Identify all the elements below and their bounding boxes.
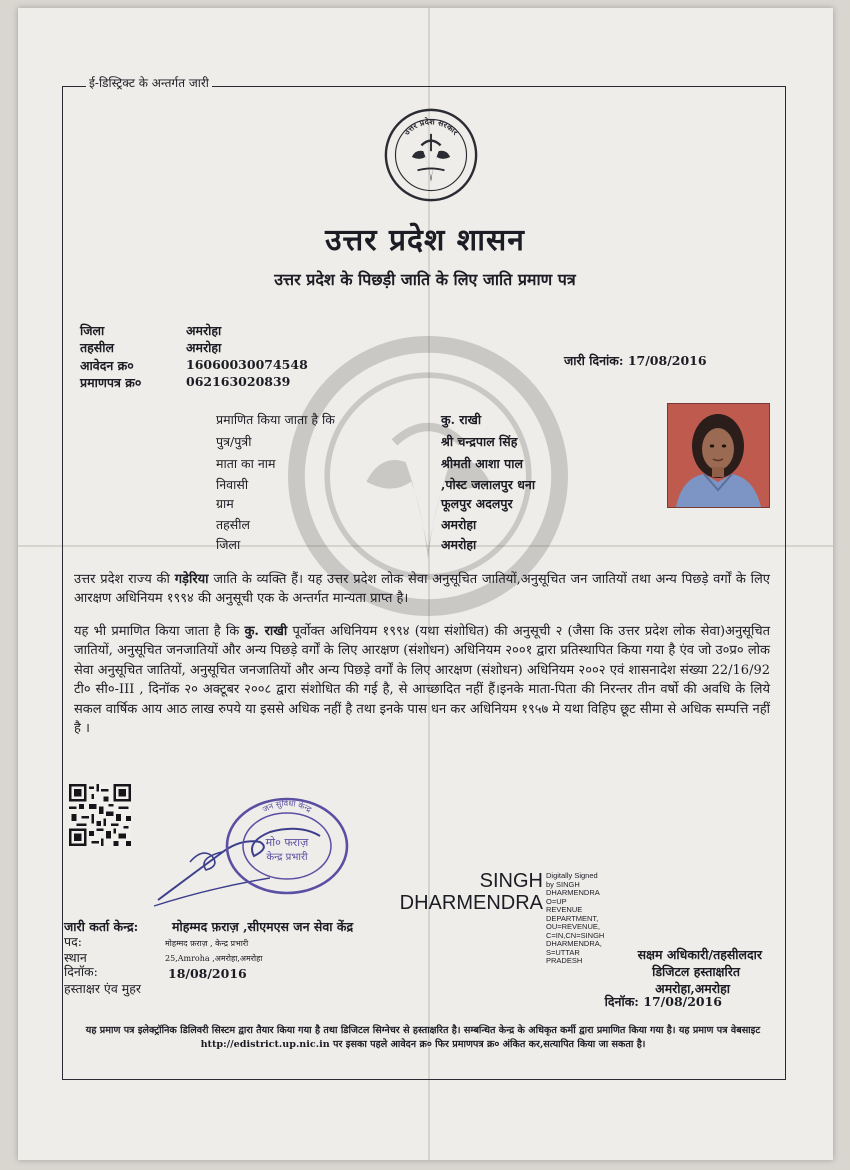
authority-date bbox=[560, 993, 722, 1010]
ds-line: DHARMENDRA, bbox=[546, 939, 602, 948]
issue-date-value: 17/08/2016 bbox=[627, 353, 707, 368]
emblem-ring-text: उत्तर प्रदेश सरकार bbox=[401, 116, 461, 137]
application-number-label: आवेदन क्र० bbox=[80, 358, 134, 373]
father-label: पुत्र/पुत्री bbox=[216, 434, 252, 449]
applicant-tehsil-value: अमरोहा bbox=[441, 517, 477, 532]
resident-value: ,पोस्ट जलालपुर धना bbox=[441, 477, 536, 492]
ds-line: C=IN,CN=SINGH bbox=[546, 930, 605, 940]
issue-date-label: जारी दिनांक: bbox=[564, 353, 624, 368]
caste-paragraph-text-a: उत्तर प्रदेश राज्य की bbox=[74, 572, 175, 587]
applicant-district-label: जिला bbox=[216, 537, 241, 552]
issue-date bbox=[564, 352, 707, 369]
up-emblem-icon bbox=[383, 107, 479, 203]
place-label: स्थान bbox=[64, 950, 87, 965]
footnote-text-b: पर इसका पहले आवेदन क्र० फिर प्रमाणपत्र क्र० अंकित कर,सत्यापित किया जा सकता है। bbox=[329, 1039, 646, 1050]
signature-seal-label: हस्ताक्षर एंव मुहर bbox=[64, 981, 141, 996]
authority-date-label: दिनॉक: bbox=[604, 994, 639, 1009]
digital-signature-name bbox=[393, 870, 543, 914]
certification-paragraph-text-b: पूर्वोक्त अधिनियम १९९४ (यथा संशोधित) की अनुसूची २ (जैसा कि उत्तर प्रदेश लोक सेवा)अनुसूचित जातियों, अनुसूचित जनजातियों और अन्य पिछड़े वर्गों के लिए आरक्षण (संशोधन) अधिनियम २००१ द्वारा प्रतिस्थापित किया गया है एंव जो उ०प्र० लोक सेवा अनुसूचित जातियों, अनुसूचित जनजातियों और अन्य पिछड़े वर्गों के लिए आरक्षण (संशोधन) अधिनियम २००२ एवं शासनादेश संख्या 22/16/92 टी० सी०-III , दिनॉक २० अक्टूबर २००८ द्वारा संशोधित की गई है, से आच्छादित नहीं हैं।इनके माता-पिता की निरन्तर तीन वर्षो की अवधि के लिये सकल वार्षिक आय आठ लाख रुपये या इससे अधिक नहीं है तथा इनके पास धन कर अधिनियम १९५७ मे यथा विहिप छूट सीमा से अधिक सम्पत्ति नहीं है । bbox=[74, 624, 770, 737]
issuing-center-label: जारी कर्ता केन्द्र: bbox=[64, 919, 139, 934]
ds-line: PRADESH bbox=[546, 956, 583, 965]
certification-paragraph bbox=[74, 622, 770, 738]
ds-line: OU=REVENUE, bbox=[546, 922, 600, 931]
caste-name: गड़ेरिया bbox=[174, 572, 209, 587]
authority-title: सक्षम अधिकारी/तहसीलदार bbox=[637, 947, 762, 962]
tehsil-label: तहसील bbox=[80, 340, 114, 355]
qr-code bbox=[68, 784, 132, 846]
signer-given-name: DHARMENDRA bbox=[399, 892, 543, 914]
application-number-value: 16060030074548 bbox=[186, 357, 308, 372]
issuing-center-value: मोहम्मद फ़राज़ ,सीएमएस जन सेवा केंद्र bbox=[172, 919, 354, 934]
office-stamp bbox=[224, 796, 350, 896]
certificate-title: उत्तर प्रदेश के पिछड़ी जाति के लिए जाति प्रमाण पत्र bbox=[274, 270, 576, 289]
ds-line: DHARMENDRA bbox=[546, 888, 600, 897]
stamp-designation: केन्द्र प्रभारी bbox=[266, 852, 308, 863]
ds-line: O=UP bbox=[546, 896, 567, 906]
footnote-text-a: यह प्रमाण पत्र इलेक्ट्रॉनिक डिलिवरी सिस्टम द्वारा तैयार किया गया है तथा डिजिटल सिग्नेचर से हस्ताक्षरित है। सम्बन्धित केन्द्र के अधिकृत कर्मी द्वारा प्रमाणित किया गया है। यह प्रमाण पत्र वेबसाइट bbox=[85, 1025, 761, 1036]
signer-surname: SINGH bbox=[479, 870, 543, 892]
stamp-ring-text: जन सुविधा केन्द्र bbox=[261, 798, 313, 815]
ds-line: by SINGH bbox=[546, 879, 580, 889]
district-label: जिला bbox=[80, 323, 105, 338]
certified-label: प्रमाणित किया जाता है कि bbox=[216, 412, 335, 427]
certificate-number-label: प्रमाणपत्र क्र० bbox=[80, 375, 142, 390]
certificate-number-value: 062163020839 bbox=[186, 374, 291, 389]
verification-link[interactable]: http://edistrict.up.nic.in bbox=[200, 1039, 330, 1050]
applicant-district-value: अमरोहा bbox=[441, 537, 477, 552]
stamp-name: मो० फराज़ bbox=[265, 836, 309, 849]
certification-paragraph-text-a: यह भी प्रमाणित किया जाता है कि bbox=[74, 624, 245, 639]
mother-label: माता का नाम bbox=[216, 456, 276, 471]
ds-line: Digitally Signed bbox=[546, 871, 598, 880]
resident-label: निवासी bbox=[216, 477, 249, 492]
authority-date-value: 17/08/2016 bbox=[643, 994, 722, 1009]
ds-line: S=UTTAR bbox=[546, 947, 580, 957]
issuer-date-label: दिनॉक: bbox=[64, 964, 98, 979]
issuer-date-value: 18/08/2016 bbox=[168, 966, 247, 981]
applicant-tehsil-label: तहसील bbox=[216, 517, 250, 532]
tehsil-value: अमरोहा bbox=[186, 340, 222, 355]
place-value: 25,Amroha ,अमरोहा,अमरोहा bbox=[165, 954, 263, 963]
caste-paragraph-text-b: जाति के व्यक्ति हैं। यह उत्तर प्रदेश लोक सेवा अनुसूचित जातियों,अनुसूचित जन जातियों तथा अन्य पिछड़े वर्गों के लिए आरक्षण अधिनियम १९९४ की अनुसूची एक के अन्तर्गत मान्यता प्राप्त है। bbox=[74, 572, 770, 607]
government-title: उत्तर प्रदेश शासन bbox=[325, 223, 525, 258]
applicant-name: कु. राखी bbox=[441, 412, 482, 427]
ds-line: DEPARTMENT, bbox=[546, 913, 599, 923]
ds-line: REVENUE bbox=[546, 905, 583, 914]
caste-paragraph bbox=[74, 570, 770, 609]
authority-place: अमरोहा,अमरोहा bbox=[655, 981, 730, 996]
authority-digital-sign: डिजिटल हस्ताक्षरित bbox=[652, 964, 740, 979]
village-label: ग्राम bbox=[216, 496, 234, 511]
certified-name: कु. राखी bbox=[244, 624, 288, 639]
father-name: श्री चन्द्रपाल सिंह bbox=[441, 434, 518, 449]
verification-footnote bbox=[66, 1024, 780, 1052]
village-value: फूलपुर अदलपुर bbox=[441, 496, 513, 511]
applicant-photo bbox=[667, 403, 770, 508]
issued-under-note: ई-डिस्ट्रिक्ट के अन्तर्गत जारी bbox=[86, 74, 212, 91]
district-value: अमरोहा bbox=[186, 323, 222, 338]
post-label: पद: bbox=[64, 934, 82, 949]
mother-name: श्रीमती आशा पाल bbox=[441, 456, 523, 471]
post-value: मोहम्मद फ़राज़ , केन्द्र प्रभारी bbox=[165, 939, 249, 948]
